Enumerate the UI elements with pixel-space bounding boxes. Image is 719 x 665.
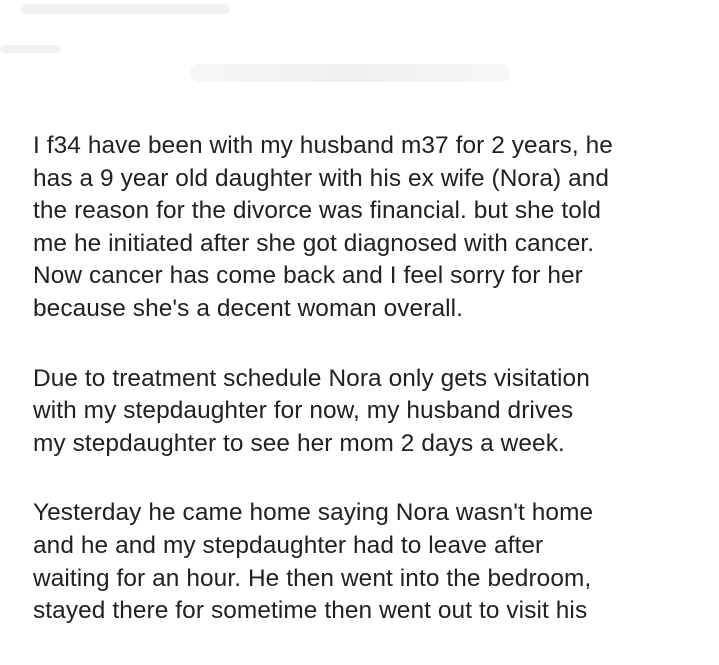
post-paragraph: I f34 have been with my husband m37 for 2 years, he has a 9 year old daughter with his ex wife (Nora) and the reason for the divorce was financial. but she told me he initiated after she got diagnosed with cancer. Now cancer has come back and I feel sorry for her because she's a decent woman overall. [33, 132, 613, 322]
post-body [33, 130, 705, 665]
faded-post-title [190, 64, 510, 82]
faded-header-line [20, 4, 230, 14]
faded-header [0, 0, 719, 110]
post-paragraph: Due to treatment schedule Nora only gets visitation with my stepdaughter for now, my husband drives my stepdaughter to see her mom 2 days a week. [33, 364, 590, 457]
faded-header-line [0, 45, 60, 53]
post-paragraph: Yesterday he came home saying Nora wasn't home and he and my stepdaughter had to leave after waiting for an hour. He then went into the bedroom, stayed there for sometime then went out to visit his [33, 499, 594, 625]
